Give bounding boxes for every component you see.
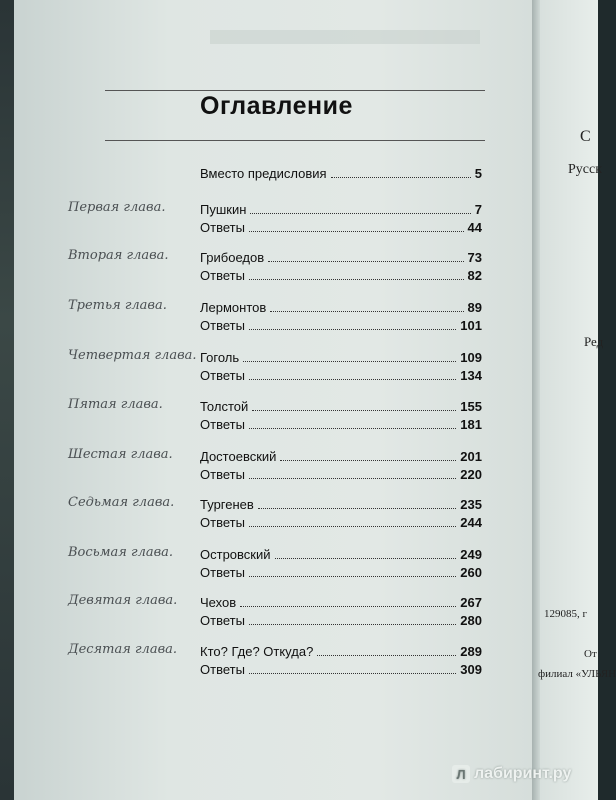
dot-leader	[240, 606, 456, 607]
toc-entry-title: Ответы	[200, 368, 245, 383]
toc-page-number: 101	[460, 318, 482, 333]
dot-leader	[249, 231, 464, 232]
toc-entry-title: Гоголь	[200, 350, 240, 365]
toc-entry	[200, 250, 482, 268]
toc-entry-title: Ответы	[200, 565, 245, 580]
toc-page-number: 244	[460, 515, 482, 530]
toc-entry	[200, 268, 482, 286]
toc-page-number: 181	[460, 417, 482, 432]
dot-leader	[280, 460, 456, 461]
toc-entry	[200, 368, 482, 386]
right-page-text: 129085, г	[544, 608, 588, 620]
dot-leader	[249, 329, 456, 330]
chapter-label: Пятая глава.	[68, 397, 163, 412]
toc-page-number: 249	[460, 547, 482, 562]
dot-leader	[249, 576, 456, 577]
toc-entry-title: Ответы	[200, 417, 245, 432]
toc-page-number: 235	[460, 497, 482, 512]
toc-page-number: 201	[460, 449, 482, 464]
toc-page-number: 7	[474, 202, 482, 217]
chapter-label: Восьмая глава.	[68, 545, 174, 560]
chapter-label: Седьмая глава.	[68, 495, 175, 510]
toc-entry	[200, 399, 482, 417]
toc-page-number: 267	[460, 595, 482, 610]
toc-entry-title: Пушкин	[200, 202, 247, 217]
chapter-label: Третья глава.	[68, 298, 167, 313]
dot-leader	[249, 526, 456, 527]
toc-entry-title: Чехов	[200, 595, 237, 610]
toc-entry	[200, 467, 482, 485]
dot-leader	[317, 655, 456, 656]
chapter-label: Девятая глава.	[68, 593, 178, 608]
toc-entry	[200, 220, 482, 238]
toc-entry	[200, 547, 482, 565]
dot-leader	[249, 279, 464, 280]
toc-entry-title: Достоевский	[200, 449, 277, 464]
page-title: Оглавление	[200, 92, 353, 120]
toc-page-number: 309	[460, 662, 482, 677]
book-edge	[0, 0, 14, 800]
dot-leader	[250, 213, 470, 214]
dot-leader	[249, 379, 456, 380]
toc-entry	[200, 595, 482, 613]
chapter-label: Десятая глава.	[68, 642, 178, 657]
right-page-text: Ред	[584, 334, 604, 349]
toc-entry-title: Ответы	[200, 662, 245, 677]
dot-leader	[252, 410, 456, 411]
right-page-text: Русск	[568, 162, 603, 177]
chapter-label: Шестая глава.	[68, 447, 173, 462]
toc-page-number: 109	[460, 350, 482, 365]
dot-leader	[258, 508, 457, 509]
toc-entry-title: Ответы	[200, 515, 245, 530]
title-rule-bottom	[105, 140, 485, 141]
title-rule-top	[105, 90, 485, 91]
toc-entry-title: Островский	[200, 547, 271, 562]
dot-leader	[249, 478, 456, 479]
dot-leader	[270, 311, 463, 312]
toc-entry-title: Ответы	[200, 268, 245, 283]
dot-leader	[331, 177, 471, 178]
dot-leader	[249, 624, 456, 625]
dot-leader	[268, 261, 463, 262]
dot-leader	[249, 673, 456, 674]
toc-page-number: 155	[460, 399, 482, 414]
toc-entry-title: Ответы	[200, 318, 245, 333]
toc-page-number: 44	[467, 220, 482, 235]
toc-entry	[200, 662, 482, 680]
toc-entry-title: Кто? Где? Откуда?	[200, 644, 314, 659]
toc-page-number: 260	[460, 565, 482, 580]
watermark-text: лабиринт.ру	[474, 765, 572, 782]
toc-entry	[200, 565, 482, 583]
toc-entry-title: Ответы	[200, 220, 245, 235]
toc-entry-title: Толстой	[200, 399, 249, 414]
right-page-text: От	[584, 648, 597, 660]
toc-entry-title: Ответы	[200, 467, 245, 482]
toc-entry-title: Тургенев	[200, 497, 254, 512]
toc-entry	[200, 318, 482, 336]
dot-leader	[275, 558, 457, 559]
watermark	[452, 765, 571, 783]
toc-page-number: 82	[467, 268, 482, 283]
toc-entry	[200, 449, 482, 467]
chapter-label: Первая глава.	[68, 200, 166, 215]
bleed-through-text	[210, 30, 480, 44]
toc-entry	[200, 202, 482, 220]
right-page	[538, 0, 616, 800]
toc-entry-title: Грибоедов	[200, 250, 265, 265]
toc-entry-title: Ответы	[200, 613, 245, 628]
labirint-logo-icon: Л	[452, 765, 470, 783]
toc-page-number: 280	[460, 613, 482, 628]
toc-page-number: 134	[460, 368, 482, 383]
toc-entry	[200, 613, 482, 631]
toc-page-number: 73	[467, 250, 482, 265]
chapter-label: Вторая глава.	[68, 248, 169, 263]
toc-page-number: 220	[460, 467, 482, 482]
toc-entry-preface	[200, 166, 482, 184]
dot-leader	[249, 428, 456, 429]
toc-entry-title: Лермонтов	[200, 300, 267, 315]
dot-leader	[243, 361, 456, 362]
right-page-text: филиал «УЛЬЯН	[538, 668, 616, 680]
toc-entry	[200, 300, 482, 318]
toc-page-number: 5	[474, 166, 482, 181]
book-gutter	[532, 0, 540, 800]
right-page-text: С	[580, 128, 591, 145]
toc-entry-title: Вместо предисловия	[200, 166, 327, 181]
chapter-label: Четвертая глава.	[68, 348, 197, 363]
toc-entry	[200, 350, 482, 368]
toc-entry	[200, 417, 482, 435]
toc-entry	[200, 644, 482, 662]
toc-page-number: 289	[460, 644, 482, 659]
toc-page-number: 89	[467, 300, 482, 315]
toc-entry	[200, 497, 482, 515]
toc-entry	[200, 515, 482, 533]
